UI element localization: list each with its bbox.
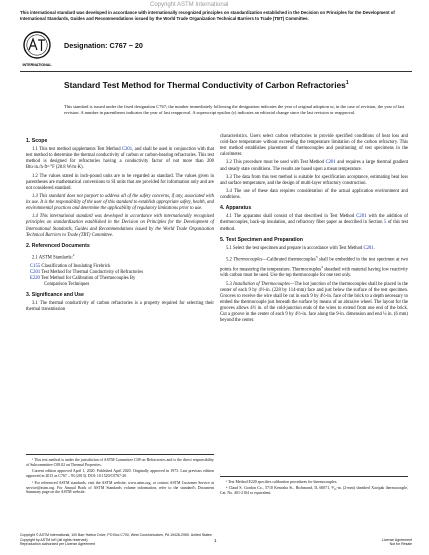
footer-license-right: License Agreement Not for Resale [382,538,412,547]
footnotes-right [220,476,408,498]
section-1-heading: 1. Scope [26,138,48,144]
paragraph-5-1: 5.1 Select the test specimen and prepare in accordance with Test Method C201. [226,245,375,251]
paragraph-3-1: 3.1 The thermal conductivity of carbon refractories is a property required for selecting their thermal transmission [26,300,214,312]
page-title: Standard Test Method for Thermal Conductivity of Carbon Refractories$^1$ [64,79,349,90]
footnotes-left [26,454,214,497]
logo-text: INTERNATIONAL [22,63,52,67]
link-c201[interactable]: C201 [121,147,133,153]
link-c201-3[interactable]: C201 [356,214,367,220]
paragraph-1-2: 1.2 The values stated in inch-pound units are to be regarded as standard. The values given in parentheses are mathematical conversions to SI units that are provided for information only and are not considered standard. [26,173,214,191]
right-column [220,134,408,326]
link-c201-4[interactable]: C201 [363,245,374,251]
footnote-1b: Current edition approved April 1, 2020. Published April 2020. Originally approved in 1973. Last previous edition approved in 2013 as C767 – 93 (2013). DOI: 10.1520/C0767-20. [26,469,214,479]
designation: Designation: C767 − 20 [64,41,143,50]
reference-e220-cont: Comparison Techniques [44,281,90,287]
left-column [26,134,214,315]
reference-c201: C201 Test Method for Thermal Conductivity of Refractories [30,269,144,275]
paragraph-3-3: 3.3 The data from this test method is suitable for specification acceptance, estimating heat loss and surface temperature, and the design of multi-layer refractory construction. [220,174,408,186]
link-c201-2[interactable]: C201 [325,160,336,166]
paragraph-3-2: 3.2 This procedure must be used with Test Method C201 and requires a large thermal gradient and steady state conditions. The results are based upon a mean temperature. [220,160,408,172]
paragraph-1-4: 1.4 This international standard was developed in accordance with internationally recognized principles on standardization established in the Decision on Principles for the Development of International Standards, Guides and Recommendations issued by the World Trade Organization Technical Barriers to Trade (TBT) Committee. [26,214,214,238]
footnote-4: ⁴ Claud S. Gordon Co., 5710 Kenosha St., Richmond, IL 60071, ⅟₁₆-in. (2-mm) sheathed Xactpak thermocouple, Cat. No. 401-2104 or equivalent. [220,486,408,496]
link-c155[interactable]: C155 [30,263,41,269]
paragraph-2-1: 2.1 ASTM Standards:$^2$ [32,252,75,261]
reference-c155: C155 Classification of Insulating Firebrick [30,263,111,269]
paragraph-1-3: 1.3 This standard does not purport to address all of the safety concerns, if any, associated with its use. It is the responsibility of the user of this standard to establish appropriate safety, health, and environmental practices and determine the applicability of regulatory limitations prior to use. [26,193,214,212]
footer-license-left: Copyright by ASTM Int'l (all rights reserved); Reproduction authorized per License Agreement [20,538,96,547]
paragraph-1-1: 1.1 This test method supplements Test Method C201, and shall be used in conjunction with that test method to determine the thermal conductivity of carbon or carbon-bearing refractories. This test method is designed for refractories having a conductivity factor of not more than 200 Btu·in./h·ft²·°F (28.8 W/m·K). [26,147,214,171]
astm-logo [22,30,52,70]
link-section-5[interactable]: 5 [384,220,387,226]
footer-copyright: Copyright © ASTM International, 100 Barr Harbor Drive, PO Box C700, West Conshohocken, PA 19428-2959. United States [20,533,212,537]
footnote-3: ³ Test Method E220 specifies calibration procedures for thermocouples. [226,480,338,484]
paragraph-3-1-cont: characteristics. Users select carbon refractories to provide specified conditions of heat loss and cold-face temperature without exceeding the temperature limitation of the carbon refractory. This test method establishes placement of thermocouples and positioning of test specimens in the calorimeter. [220,134,408,158]
link-c201-ref[interactable]: C201 [30,269,41,275]
standards-notice: This international standard was developed in accordance with internationally recognized principles on standardization established in the Decision on Principles for the Development of International Standards, Guides and Recommendations issued by the World Trade Organization Technical Barriers to Trade (TBT) Committee. [20,10,395,21]
footnote-1: ¹ This test method is under the jurisdiction of ASTM Committee C08 on Refractories and is the direct responsibility of Subcommittee C08.02 on Thermal Properties. [26,458,214,467]
section-5-heading: 5. Test Specimen and Preparation [220,236,303,243]
paragraph-4-1: 4.1 The apparatus shall consist of that described in Test Method C201 with the addition of thermocouples, back-up insulation, and refractory fiber paper as described in Section 5 of this test method. [220,214,409,232]
section-4-heading: 4. Apparatus [220,205,252,212]
issuance-statement: This standard is issued under the fixed designation C767; the number immediately following the designation indicates the year of original adoption or, in the case of revision, the year of last revision. A number in parentheses indicates the year of last reapproval. A superscript epsilon (ε) indicates an editorial change since the last revision or reapproval. [64,104,405,115]
paragraph-5-2: 5.2 Thermocouples—Calibrated thermocouples$^3$ shall be embedded in the test specimen at two points for measuring the temperature. Thermocouples$^4$ sheathed with material having low reactivity with carbon must be used. Use the top thermocouple for one test only. [220,254,409,279]
paragraph-3-4: 3.4 The use of these data requires consideration of the actual application environment and conditions. [220,189,408,201]
section-2-heading: 2. Referenced Documents [26,242,90,249]
paragraph-5-3: 5.3 Installation of Thermocouples—The hot junction of the thermocouples shall be placed in the center of each 9 by 4½-in. (228 by 114-mm) face and just below the surface of the test specimen. Grooves to receive the wire shall be cut in each 9 by 4½-in. face of the brick to a depth necessary to embed the thermocouple just beneath the surface by means of an abrasive wheel. The layout for the grooves allows 4½ in. of the cold-junction ends of the wires to extend from one end of the brick. Cut a groove in the center of each 9 by 4½-in. face along the 9-in. dimension and end ¼ in. (6 mm) beyond the center. [220,281,409,323]
reference-e220: E220 Test Method for Calibration of Thermocouples By [30,275,136,281]
section-3-heading: 3. Significance and Use [26,291,84,298]
page-number: 1 [214,538,217,543]
footnote-2: ² For referenced ASTM standards, visit the ASTM website, www.astm.org, or contact ASTM Customer Service at service@astm.org. For Annual Book of ASTM Standards volume information, refer to the standard's Document Summary page on the ASTM website. [26,480,214,495]
header-rule [20,71,412,72]
watermark: Copyright ASTM International [150,2,229,8]
link-e220[interactable]: E220 [30,275,40,281]
